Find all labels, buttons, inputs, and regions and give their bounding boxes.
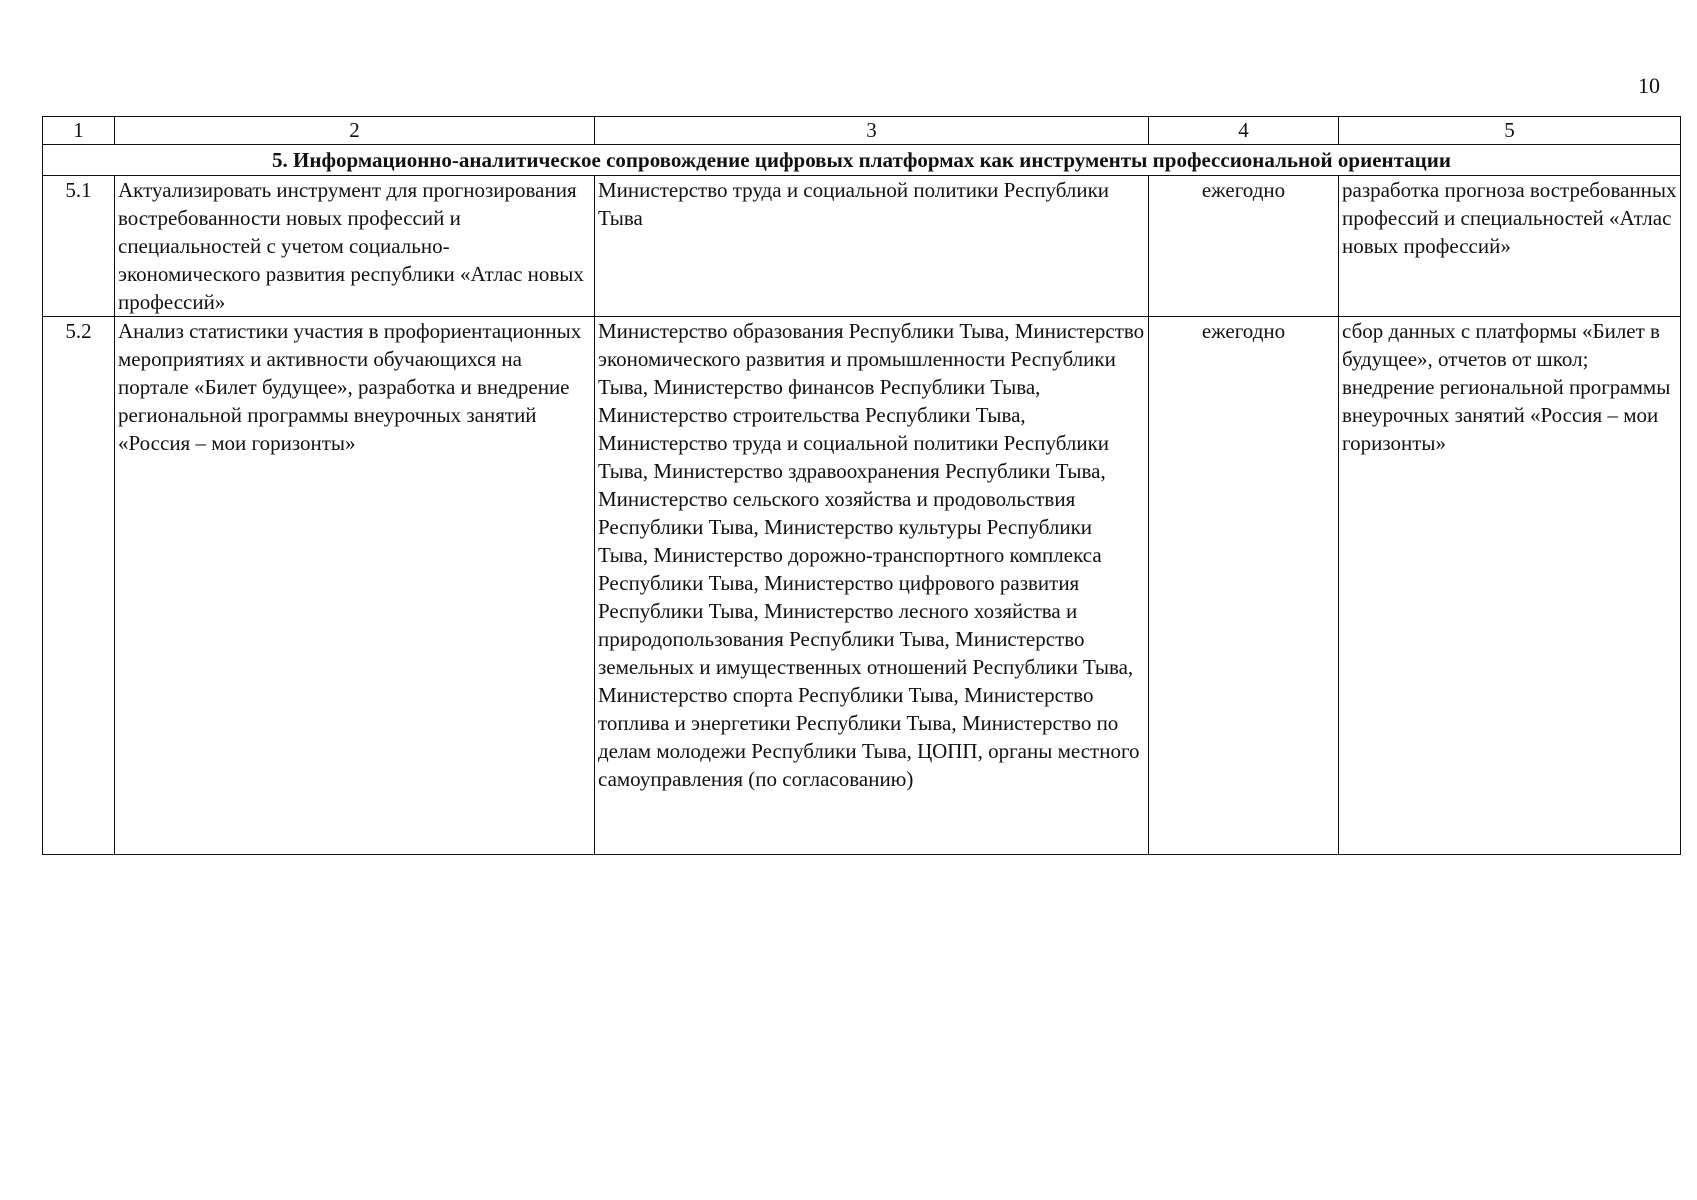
section-title: 5. Информационно-аналитическое сопровождение цифровых платформах как инструменты профессиональной ориентации [43,145,1681,176]
period-cell: ежегодно [1149,317,1339,855]
page-number: 10 [1638,73,1660,98]
column-header: 1 [43,117,115,145]
table-row [43,176,1681,317]
section-row [43,145,1681,176]
column-header: 4 [1149,117,1339,145]
result-cell: разработка прогноза востребованных профессий и специальностей «Атлас новых профессий» [1339,176,1681,317]
row-number: 5.1 [43,176,115,317]
responsible-cell: Министерство труда и социальной политики Республики Тыва [595,176,1149,317]
column-header: 3 [595,117,1149,145]
activity-cell: Актуализировать инструмент для прогнозирования востребованности новых профессий и специальностей с учетом социально-экономического развития республики «Атлас новых профессий» [115,176,595,317]
column-header: 5 [1339,117,1681,145]
period-cell: ежегодно [1149,176,1339,317]
result-cell: сбор данных с платформы «Билет в будущее», отчетов от школ; внедрение региональной программы внеурочных занятий «Россия – мои горизонты» [1339,317,1681,855]
column-number-row [43,117,1681,145]
responsible-cell: Министерство образования Республики Тыва, Министерство экономического развития и промышленности Республики Тыва, Министерство финансов Республики Тыва, Министерство строительства Республики Тыва, Министерство труда и социальной политики Республики Тыва, Министерство здравоохранения Республики Тыва, Министерство сельского хозяйства и продовольствия Республики Тыва, Министерство культуры Республики Тыва, Министерство дорожно-транспортного комплекса Республики Тыва, Министерство цифрового развития Республики Тыва, Министерство лесного хозяйства и природопользования Республики Тыва, Министерство земельных и имущественных отношений Республики Тыва, Министерство спорта Республики Тыва, Министерство топлива и энергетики Республики Тыва, Министерство по делам молодежи Республики Тыва, ЦОПП, органы местного самоуправления (по согласованию) [595,317,1149,855]
table-row [43,317,1681,855]
plan-table [42,116,1681,855]
row-number: 5.2 [43,317,115,855]
activity-cell: Анализ статистики участия в профориентационных мероприятиях и активности обучающихся на портале «Билет будущее», разработка и внедрение региональной программы внеурочных занятий «Россия – мои горизонты» [115,317,595,855]
column-header: 2 [115,117,595,145]
